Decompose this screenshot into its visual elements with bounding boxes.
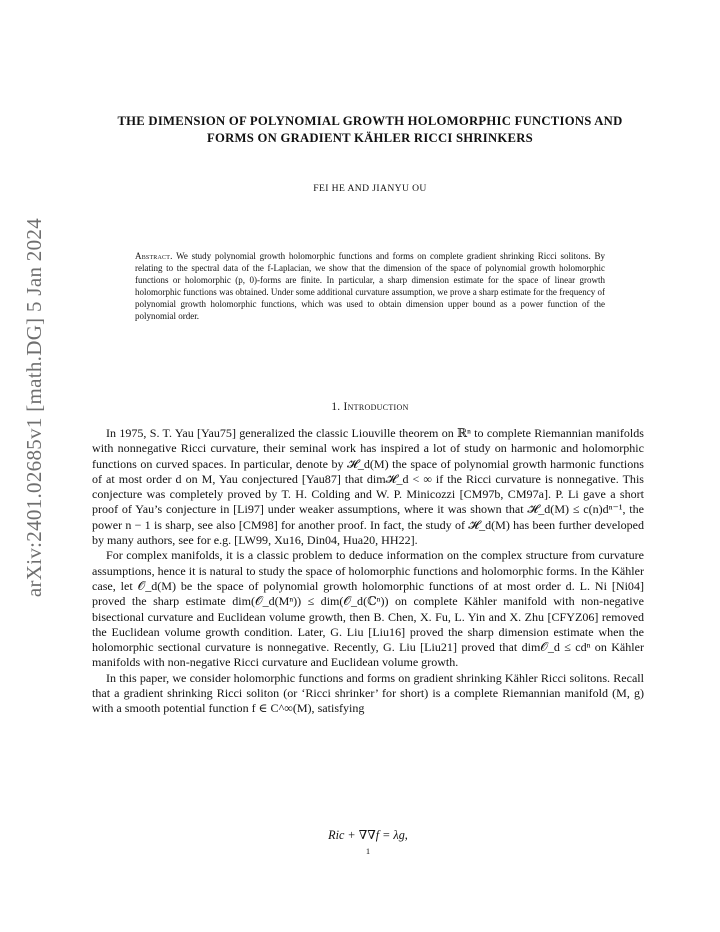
abstract-text: We study polynomial growth holomorphic functions and forms on complete gradient shrinking Ricci solitons. By relating to the spectral data of the f-Laplacian, we show that the dimension of the space of polynomial growth holomorphic functions or holomorphic (p, 0)-forms are finite. In particular, a sharp dimension estimate for the space of linear growth holomorphic functions was obtained. Under some additional curvature assumption, we prove a sharp estimate for the frequency of polynomial growth holomorphic functions, which was used to obtain dimension upper bound as a power function of the polynomial order. xyxy=(135,251,605,322)
paper-title: THE DIMENSION OF POLYNOMIAL GROWTH HOLOMORPHIC FUNCTIONS AND FORMS ON GRADIENT KÄHLER RICCI SHRINKERS xyxy=(117,114,623,145)
soliton-equation: Ric + ∇∇f = λg, xyxy=(328,828,408,842)
body-paragraph-2: For complex manifolds, it is a classic problem to deduce information on the complex structure from curvature assumptions, hence it is natural to study the space of holomorphic functions and holomorphic forms. In the Kähler case, let 𝒪_d(M) be the space of polynomial growth holomorphic functions of at most order d. L. Ni [Ni04] proved the sharp estimate dim(𝒪_d(Mⁿ)) ≤ dim(𝒪_d(ℂⁿ)) on complete Kähler manifold with non-negative bisectional curvature and Euclidean volume growth, then B. Chen, X. Fu, L. Yin and X. Zhu [CFYZ06] removed the Euclidean volume growth condition. Later, G. Liu [Liu16] proved the sharp dimension estimate when the holomorphic sectional curvature is nonnegative. Recently, G. Liu [Liu21] proved that dim𝒪_d ≤ cdⁿ on Kähler manifolds with non-negative Ricci curvature and Euclidean volume growth. xyxy=(92,548,644,670)
section-title-text: Introduction xyxy=(343,401,409,413)
page-number: 1 xyxy=(365,846,371,856)
section-heading xyxy=(110,401,630,413)
section-body xyxy=(92,426,644,717)
abstract-label: Abstract. xyxy=(135,251,173,261)
arxiv-identifier-stamp xyxy=(19,218,49,618)
body-paragraph-1: In 1975, S. T. Yau [Yau75] generalized the classic Liouville theorem on ℝⁿ to complete Riemannian manifolds with nonnegative Ricci curvature, their seminal work has inspired a lot of study on harmonic and holomorphic functions on curved spaces. In particular, denote by 𝓗_d(M) the space of polynomial growth harmonic functions of at most order d on M, Yau conjectured [Yau87] that dim𝓗_d < ∞ if the Ricci curvature is nonnegative. This conjecture was completely proved by T. H. Colding and W. P. Minicozzi [CM97b, CM97a]. P. Li gave a short proof of Yau’s conjecture in [Li97] under weaker assumptions, where it was shown that 𝓗_d(M) ≤ c(n)dⁿ⁻¹, the power n − 1 is sharp, see also [CM98] for another proof. In fact, the study of 𝓗_d(M) has been further developed by many authors, see for e.g. [LW99, Xu16, Din04, Hua20, HH22]. xyxy=(92,426,644,548)
body-paragraph-3: In this paper, we consider holomorphic functions and forms on gradient shrinking Kähler Ricci solitons. Recall that a gradient shrinking Ricci soliton (or ‘Ricci shrinker’ for short) is a complete Riemannian manifold (M, g) with a smooth potential function f ∈ C^∞(M), satisfying xyxy=(92,670,644,716)
abstract-block xyxy=(135,250,605,322)
arxiv-identifier-text: arXiv:2401.02685v1 [math.DG] 5 Jan 2024 xyxy=(21,218,46,598)
section-number: 1. xyxy=(331,401,341,413)
paper-authors: FEI HE AND JIANYU OU xyxy=(313,183,427,194)
